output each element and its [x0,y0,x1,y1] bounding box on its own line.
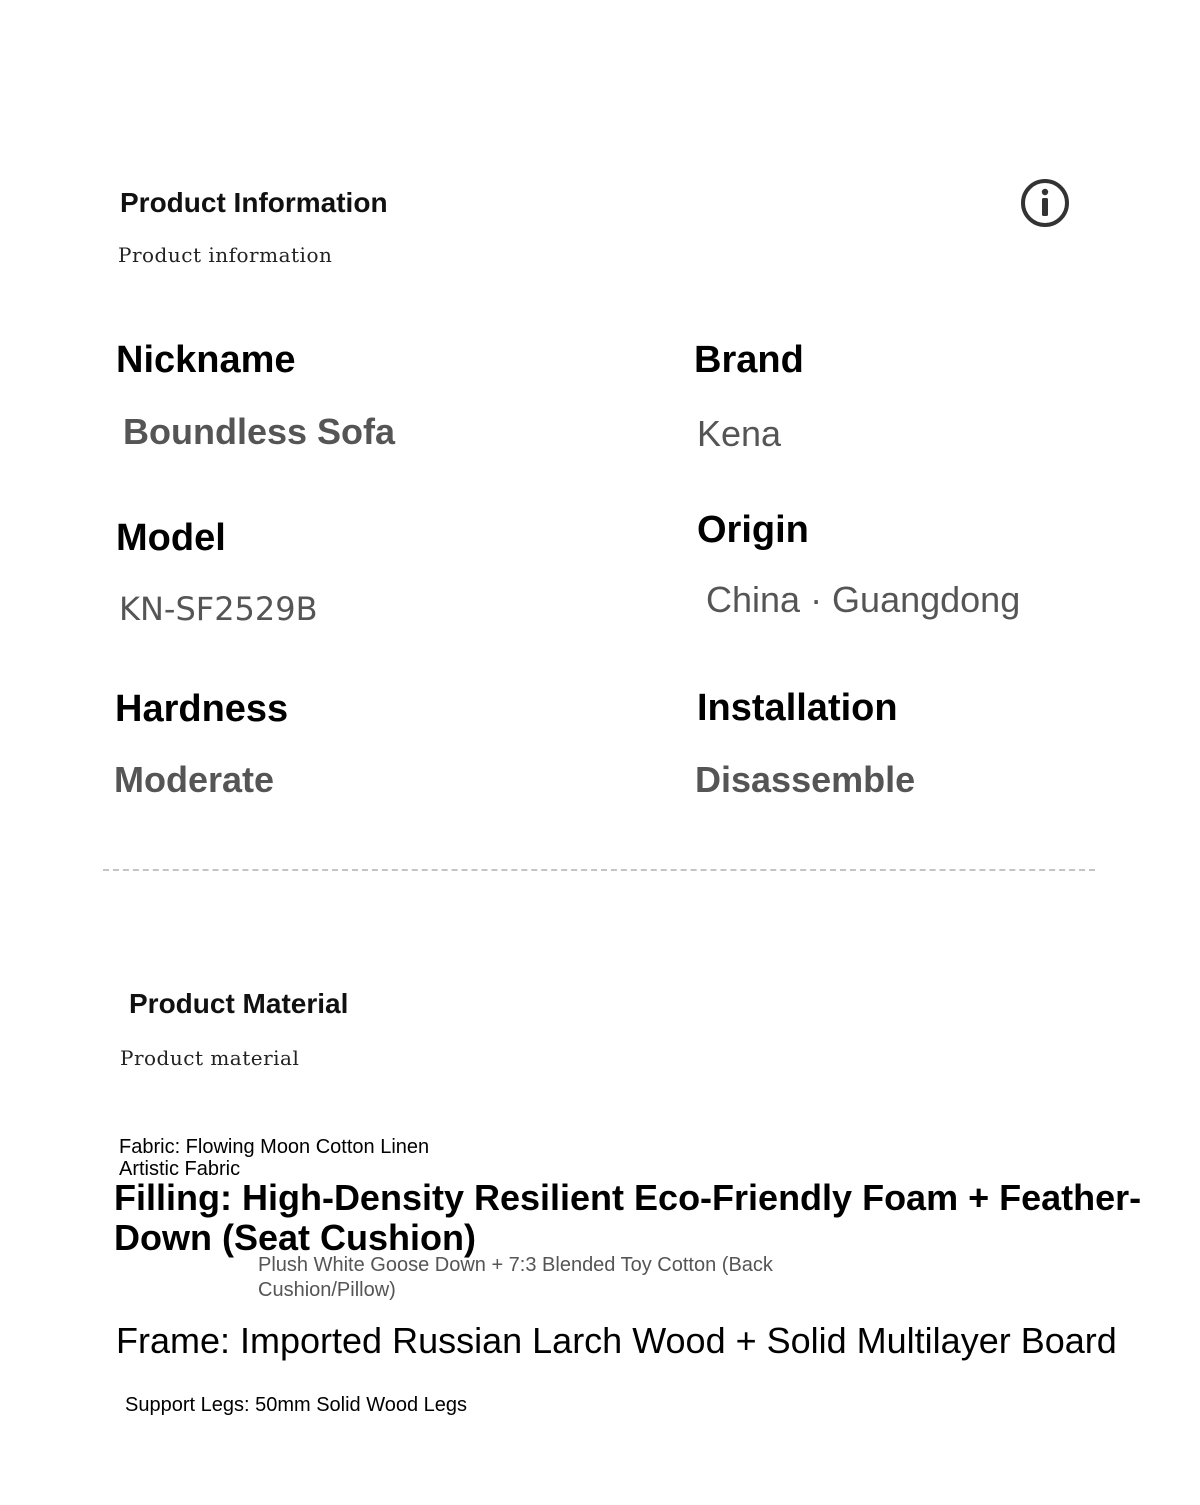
material-fabric: Fabric: Flowing Moon Cotton Linen Artistic Fabric [119,1136,430,1180]
origin-value: China · Guangdong [706,579,1021,620]
material-frame: Frame: Imported Russian Larch Wood + Solid Multilayer Board [116,1320,1117,1361]
info-section-subtitle: Product information [118,243,333,267]
info-section-title: Product Information [120,187,388,218]
material-filling-back: Plush White Goose Down + 7:3 Blended Toy Cotton (Back Cushion/Pillow) [258,1254,773,1301]
nickname-label: Nickname [116,339,296,381]
brand-label: Brand [694,339,804,381]
model-value: KN-SF2529B [119,590,318,628]
info-circle-icon [1020,178,1070,228]
installation-value: Disassemble [695,759,916,800]
origin-label: Origin [697,509,809,551]
model-label: Model [116,517,226,559]
hardness-label: Hardness [115,688,289,730]
material-legs: Support Legs: 50mm Solid Wood Legs [125,1394,468,1416]
section-divider [103,869,1095,871]
material-section-subtitle: Product material [120,1046,300,1070]
nickname-value: Boundless Sofa [123,411,396,452]
installation-label: Installation [697,687,898,729]
hardness-value: Moderate [114,759,275,800]
material-section-title: Product Material [129,988,349,1019]
material-filling: Filling: High-Density Resilient Eco-Friendly Foam + Feather-Down (Seat Cushion) [114,1177,1142,1258]
brand-value: Kena [697,413,782,454]
